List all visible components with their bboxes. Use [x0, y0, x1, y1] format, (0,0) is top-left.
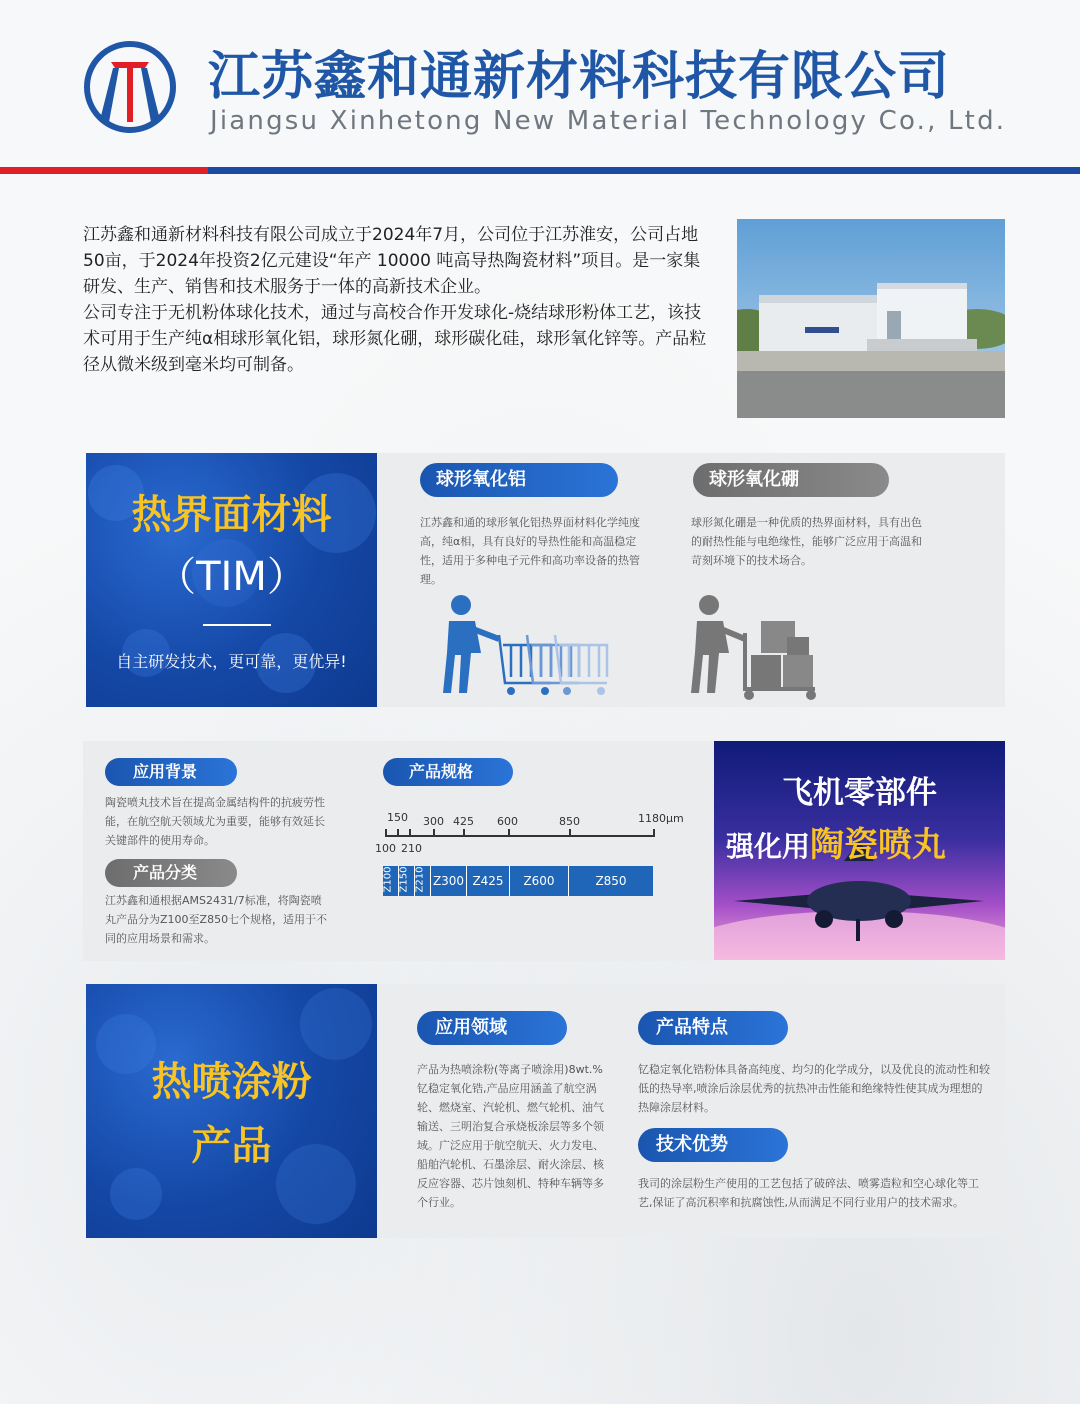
bn-label: 球形氧化硼: [693, 463, 889, 497]
category-description: 江苏鑫和通根据AMS2431/7标准，将陶瓷喷丸产品分为Z100至Z850七个规格，适用于不同的应用场景和需求。: [105, 894, 328, 945]
intro-paragraph-1: 江苏鑫和通新材料科技有限公司成立于2024年7月，公司位于江苏淮安，公司占地50亩，于2024年投资2亿元建设“年产 10000 吨高导热陶瓷材料”项目。是一家集研发、生产、销售和技术服务于一体的高新技术企业。: [83, 225, 701, 297]
airplane-banner: [714, 741, 1005, 960]
grade-z100: [383, 866, 399, 896]
tick-label-210: 210: [401, 842, 422, 855]
tim-details: [377, 453, 1005, 707]
spray-powder-banner: [86, 984, 377, 1238]
tim-title: 热界面材料: [131, 492, 332, 538]
tick-label-850: 850: [559, 815, 580, 828]
features-description: 钇稳定氧化锆粉体具备高纯度、均匀的化学成分，以及优良的流动性和较低的热导率,喷涂后涂层优秀的抗热冲击性能和绝缘特性使其成为理想的热障涂层材料。: [638, 1063, 990, 1114]
tick-label-150: 150: [387, 811, 408, 824]
airplane-headline-2: [726, 817, 1005, 866]
grade-z150: [399, 866, 415, 896]
tick-label-100: 100: [375, 842, 396, 855]
scale-tick: [433, 829, 435, 837]
intro-paragraph-2: 公司专注于无机粉体球化技术，通过与高校合作开发球化-烧结球形粉体工艺，该技术可用于生产纯α相球形氧化铝，球形氮化硼，球形碳化硅，球形氧化锌等。产品粒径从微米级到毫米均可制备。: [83, 303, 707, 375]
grade-z425: Z425: [467, 866, 510, 896]
spray-powder-details: [377, 984, 1005, 1238]
grade-z300: Z300: [431, 866, 467, 896]
worker-carts-icon: [441, 593, 641, 705]
tick-label-600: 600: [497, 815, 518, 828]
spec-scale-axis: [385, 835, 655, 837]
grade-z210-label: Z210: [414, 866, 426, 893]
tim-banner: [86, 453, 377, 707]
tick-label-300: 300: [423, 815, 444, 828]
tim-slogan: 自主研发技术，更可靠，更优异!: [116, 652, 347, 671]
airplane-headline-1: 飞机零部件: [782, 775, 937, 811]
background-description: 陶瓷喷丸技术旨在提高金属结构件的抗疲劳性能，在航空航天领域尤为重要，能够有效延长关键部件的使用寿命。: [105, 796, 325, 847]
category-label: 产品分类: [105, 859, 237, 887]
scale-tick: [397, 829, 399, 837]
tick-label-1180: 1180μm: [638, 812, 684, 825]
background-label: 应用背景: [105, 758, 237, 786]
features-label: 产品特点: [638, 1011, 788, 1045]
grade-z600: Z600: [510, 866, 569, 896]
tick-label-425: 425: [453, 815, 474, 828]
company-name-en: Jiangsu Xinhetong New Material Technology Co., Ltd.: [210, 106, 1007, 136]
scale-tick: [409, 829, 411, 837]
application-label: 应用领域: [417, 1011, 567, 1045]
alumina-label: 球形氧化铝: [420, 463, 618, 497]
headline-2-prefix: 强化用: [726, 830, 811, 863]
scale-tick: [508, 829, 510, 837]
header-stripe-red: [0, 167, 208, 174]
spray-title-2: 产品: [191, 1123, 272, 1169]
grade-z150-label: Z150: [398, 866, 410, 893]
grade-z100-label: Z100: [382, 866, 394, 893]
scale-tick: [653, 829, 655, 837]
grade-z210: [415, 866, 431, 896]
grade-bar: [383, 866, 653, 896]
worker-boxes-icon: [687, 593, 837, 705]
advantages-label: 技术优势: [638, 1128, 788, 1162]
spec-label: 产品规格: [383, 758, 513, 786]
bn-description: 球形氮化硼是一种优质的热界面材料，具有出色的耐热性能与电绝缘性，能够广泛应用于高温和苛刻环境下的技术场合。: [691, 516, 922, 567]
company-logo: [83, 40, 177, 134]
company-intro: [83, 222, 711, 378]
advantages-description: 我司的涂层粉生产使用的工艺包括了破碎法、喷雾造粒和空心球化等工艺,保证了高沉积率和抗腐蚀性,从而满足不同行业用户的技术需求。: [638, 1177, 979, 1209]
spray-title-1: 热喷涂粉: [151, 1059, 312, 1105]
scale-tick: [569, 829, 571, 837]
application-description: 产品为热喷涂粉(等离子喷涂用)8wt.%钇稳定氧化锆,产品应用涵盖了航空涡轮、燃烧室、汽轮机、燃气轮机、油气输送、三明治复合承烧板涂层等多个领域。广泛应用于航空航天、火力发电、船舶汽轮机、石墨涂层、耐火涂层、核反应容器、芯片蚀刻机、特种车辆等多个行业。: [417, 1063, 604, 1209]
factory-photo: [737, 219, 1005, 418]
scale-tick: [463, 829, 465, 837]
header-stripe-blue: [208, 167, 1080, 174]
alumina-description: 江苏鑫和通的球形氧化铝热界面材料化学纯度高，纯α相，具有良好的导热性能和高温稳定性，适用于多种电子元件和高功率设备的热管理。: [420, 516, 640, 586]
tim-divider: [203, 624, 271, 626]
scale-tick: [385, 829, 387, 837]
ceramic-shot-details: [83, 741, 715, 961]
tim-subtitle: （TIM）: [156, 554, 307, 600]
company-name-cn: 江苏鑫和通新材料科技有限公司: [208, 47, 951, 107]
grade-z850: Z850: [595, 874, 627, 888]
headline-2-highlight: 陶瓷喷丸: [810, 825, 947, 865]
